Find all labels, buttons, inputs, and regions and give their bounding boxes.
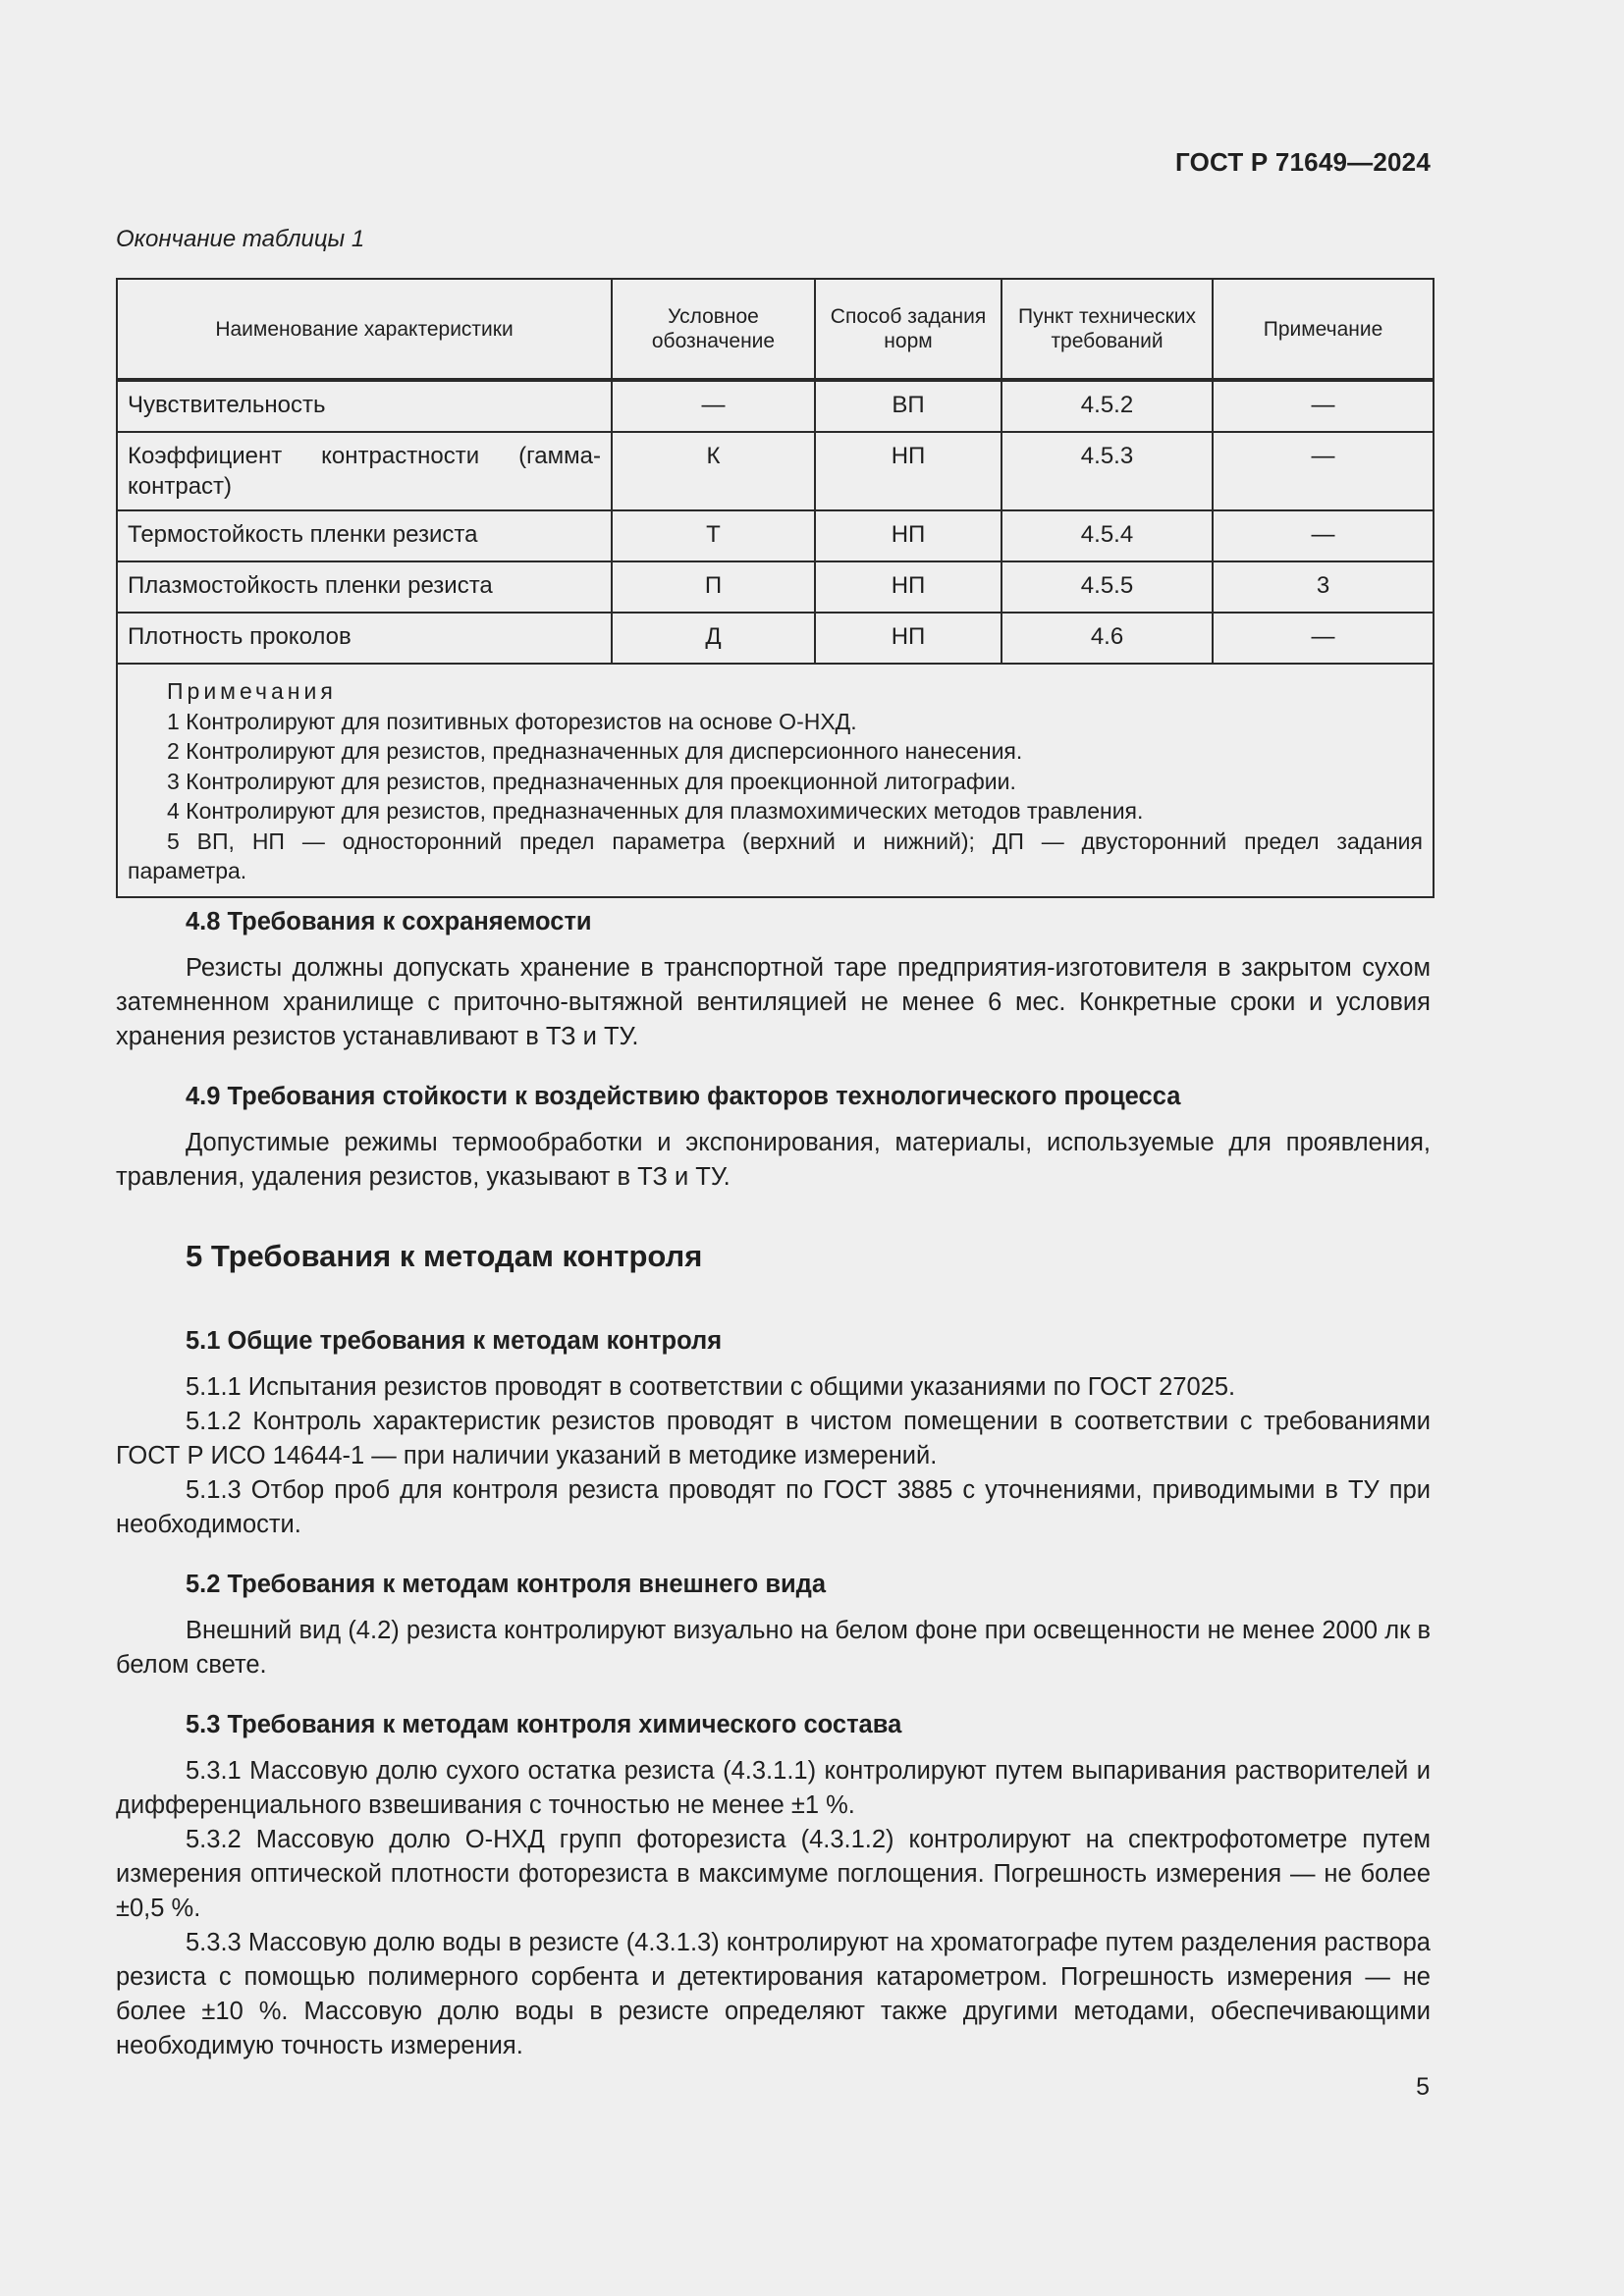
- cell-symbol: Т: [612, 510, 815, 561]
- col-header-note: Примечание: [1213, 279, 1434, 380]
- section-5-2: [116, 1568, 1431, 1682]
- cell-note: —: [1213, 510, 1434, 561]
- table-caption: Окончание таблицы 1: [116, 226, 365, 252]
- page-number: 5: [1416, 2073, 1430, 2101]
- paragraph: Допустимые режимы термообработки и экспонирования, материалы, используемые для проявления, травления, удаления резистов, указывают в ТЗ и ТУ.: [116, 1129, 1431, 1191]
- paragraph: Резисты должны допускать хранение в транспортной таре предприятия-изготовителя в закрытом сухом затемненном хранилище с приточно-вытяжной вентиляцией не менее 6 мес. Конкретные сроки и условия хранения резистов устанавливают в ТЗ и ТУ.: [116, 954, 1431, 1050]
- cell-symbol: —: [612, 380, 815, 432]
- cell-symbol: П: [612, 561, 815, 613]
- cell-note: —: [1213, 380, 1434, 432]
- cell-method: НП: [815, 432, 1001, 510]
- paragraph: Внешний вид (4.2) резиста контролируют визуально на белом фоне при освещенности не менее 2000 лк в белом свете.: [116, 1617, 1431, 1679]
- cell-method: НП: [815, 561, 1001, 613]
- cell-clause: 4.5.2: [1001, 380, 1213, 432]
- note-item: 1 Контролируют для позитивных фоторезистов на основе О-НХД.: [167, 708, 857, 734]
- table-notes-row: [117, 664, 1434, 897]
- col-header-symbol: Условное обозначение: [612, 279, 815, 380]
- cell-method: НП: [815, 510, 1001, 561]
- characteristics-table: [116, 278, 1435, 898]
- section-5-1: [116, 1324, 1431, 1542]
- cell-clause: 4.5.3: [1001, 432, 1213, 510]
- table-notes: [117, 664, 1434, 897]
- section-heading: 5.2 Требования к методам контроля внешнего вида: [186, 1571, 827, 1598]
- table-row: [117, 613, 1434, 664]
- cell-clause: 4.6: [1001, 613, 1213, 664]
- cell-method: НП: [815, 613, 1001, 664]
- paragraph: 5.1.3 Отбор проб для контроля резиста проводят по ГОСТ 3885 с уточнениями, приводимыми в ТУ при необходимости.: [116, 1476, 1431, 1538]
- cell-name: Плазмостойкость пленки резиста: [117, 561, 612, 613]
- table-row: [117, 510, 1434, 561]
- note-item: 2 Контролируют для резистов, предназначенных для дисперсионного нанесения.: [167, 738, 1023, 764]
- cell-symbol: К: [612, 432, 815, 510]
- paragraph: 5.3.3 Массовую долю воды в резисте (4.3.1.3) контролируют на хроматографе путем разделения раствора резиста с помощью полимерного сорбента и детектирования катарометром. Погрешность измерения — не более ±10 %. Массовую долю воды в резисте определяют также другими методами, обеспечивающими необходимую точность измерения.: [116, 1929, 1431, 2059]
- table-header-row: [117, 279, 1434, 380]
- cell-name: Коэффициент контрастности (гамма-контраст): [117, 432, 612, 510]
- paragraph: 5.1.2 Контроль характеристик резистов проводят в чистом помещении в соответствии с требованиями ГОСТ Р ИСО 14644-1 — при наличии указаний в методике измерений.: [116, 1408, 1431, 1469]
- section-4-9: [116, 1080, 1431, 1195]
- note-item: 4 Контролируют для резистов, предназначенных для плазмохимических методов травления.: [167, 798, 1144, 824]
- table-row: [117, 380, 1434, 432]
- paragraph: 5.3.2 Массовую долю О-НХД групп фоторезиста (4.3.1.2) контролируют на спектрофотометре путем измерения оптической плотности фоторезиста в максимуме поглощения. Погрешность измерения — не более ±0,5 %.: [116, 1826, 1431, 1922]
- section-4-8: [116, 905, 1431, 1054]
- cell-name: Плотность проколов: [117, 613, 612, 664]
- col-header-name: Наименование характеристики: [117, 279, 612, 380]
- section-5: [116, 1239, 1431, 1273]
- col-header-method: Способ задания норм: [815, 279, 1001, 380]
- note-item: 3 Контролируют для резистов, предназначенных для проекционной литографии.: [167, 768, 1016, 794]
- cell-method: ВП: [815, 380, 1001, 432]
- section-5-3: [116, 1708, 1431, 2063]
- paragraph: 5.1.1 Испытания резистов проводят в соответствии с общими указаниями по ГОСТ 27025.: [186, 1373, 1236, 1401]
- cell-name: Чувствительность: [117, 380, 612, 432]
- cell-note: —: [1213, 613, 1434, 664]
- section-heading: 5.3 Требования к методам контроля химического состава: [186, 1711, 902, 1738]
- cell-clause: 4.5.5: [1001, 561, 1213, 613]
- note-item: 5 ВП, НП — односторонний предел параметра (верхний и нижний); ДП — двусторонний предел задания: [167, 828, 1423, 854]
- cell-clause: 4.5.4: [1001, 510, 1213, 561]
- col-header-clause: Пункт технических требований: [1001, 279, 1213, 380]
- cell-note: —: [1213, 432, 1434, 510]
- cell-symbol: Д: [612, 613, 815, 664]
- table-row: [117, 561, 1434, 613]
- paragraph: 5.3.1 Массовую долю сухого остатка резиста (4.3.1.1) контролируют путем выпаривания растворителей и дифференциального взвешивания с точностью не менее ±1 %.: [116, 1757, 1431, 1819]
- standard-code: ГОСТ Р 71649—2024: [1175, 147, 1431, 177]
- notes-title: Примечания: [167, 678, 337, 704]
- section-heading: 5.1 Общие требования к методам контроля: [186, 1327, 723, 1355]
- section-heading: 4.8 Требования к сохраняемости: [186, 908, 592, 935]
- chapter-heading: 5 Требования к методам контроля: [186, 1239, 703, 1273]
- table-row: [117, 432, 1434, 510]
- note-item-continuation: параметра.: [128, 858, 247, 883]
- section-heading: 4.9 Требования стойкости к воздействию факторов технологического процесса: [186, 1083, 1181, 1110]
- cell-note: 3: [1213, 561, 1434, 613]
- cell-name: Термостойкость пленки резиста: [117, 510, 612, 561]
